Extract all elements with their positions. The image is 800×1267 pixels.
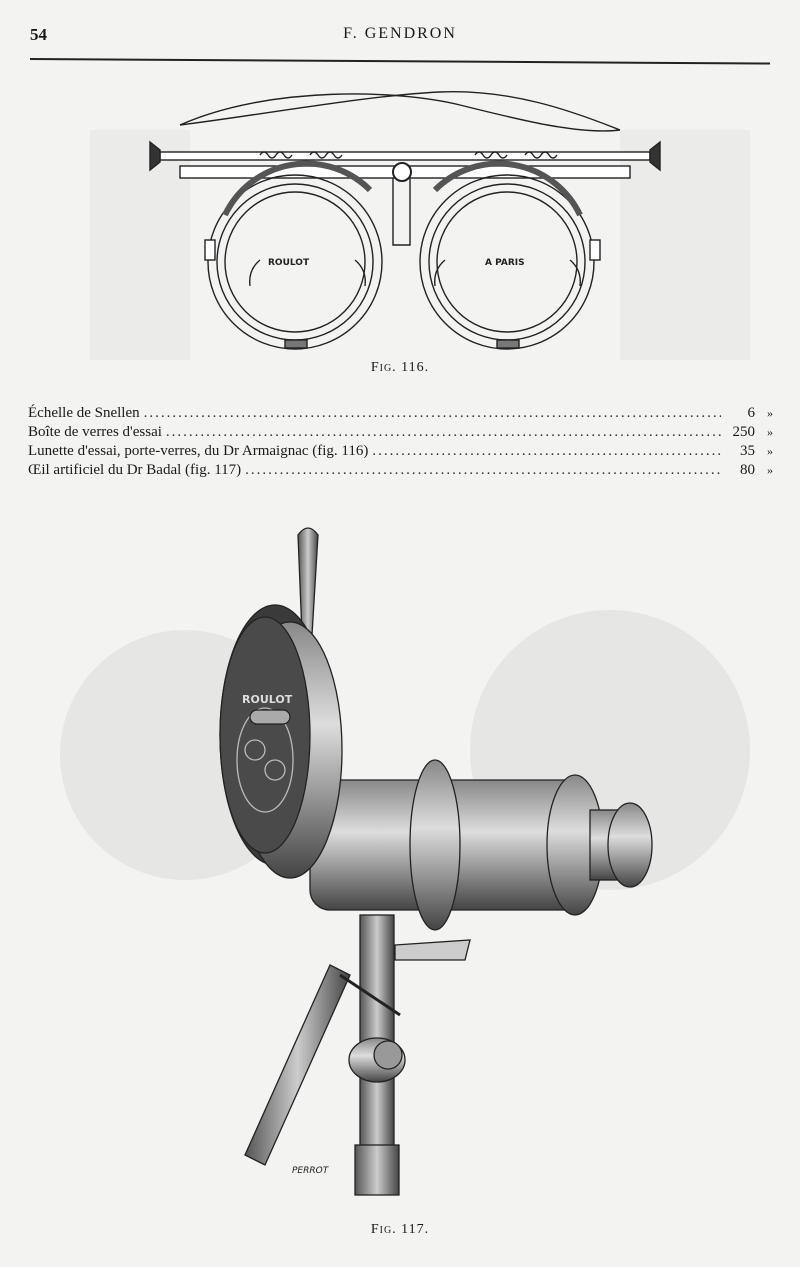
dot-leader <box>245 462 721 479</box>
price-row <box>28 443 773 462</box>
price-mark: » <box>767 444 773 458</box>
price-value: 6 <box>747 405 755 421</box>
dot-leader <box>144 405 721 422</box>
price-mark: » <box>767 463 773 477</box>
price-item: Boîte de verres d'essai <box>28 424 162 440</box>
dot-leader <box>166 424 721 441</box>
price-value: 80 <box>740 462 755 478</box>
price-row <box>28 424 773 443</box>
price-list <box>28 405 773 481</box>
price-row <box>28 405 773 424</box>
figure-116-trial-frame-illustration <box>140 80 670 360</box>
price-row <box>28 462 773 481</box>
running-head: F. GENDRON <box>343 25 457 42</box>
engraving-roulot: ROULOT <box>268 258 310 268</box>
header-rule <box>30 58 770 65</box>
dot-leader <box>372 443 721 460</box>
price-item: Échelle de Snellen <box>28 405 140 421</box>
engraver-signature: PERROT <box>292 1166 329 1176</box>
figure-117-caption: Fig. 117. <box>370 1222 430 1237</box>
price-item: Lunette d'essai, porte-verres, du Dr Armaignac (fig. 116) <box>28 443 369 459</box>
price-value: 250 <box>732 424 755 440</box>
price-item: Œil artificiel du Dr Badal (fig. 117) <box>28 462 242 478</box>
price-mark: » <box>767 406 773 420</box>
page-number: 54 <box>30 25 47 44</box>
price-value: 35 <box>740 443 755 459</box>
engraving-roulot: ROULOT <box>242 693 293 706</box>
figure-117-artificial-eye-illustration <box>180 515 680 1205</box>
price-mark: » <box>767 425 773 439</box>
engraving-paris: A PARIS <box>485 258 525 268</box>
figure-116-caption: Fig. 116. <box>370 360 430 375</box>
